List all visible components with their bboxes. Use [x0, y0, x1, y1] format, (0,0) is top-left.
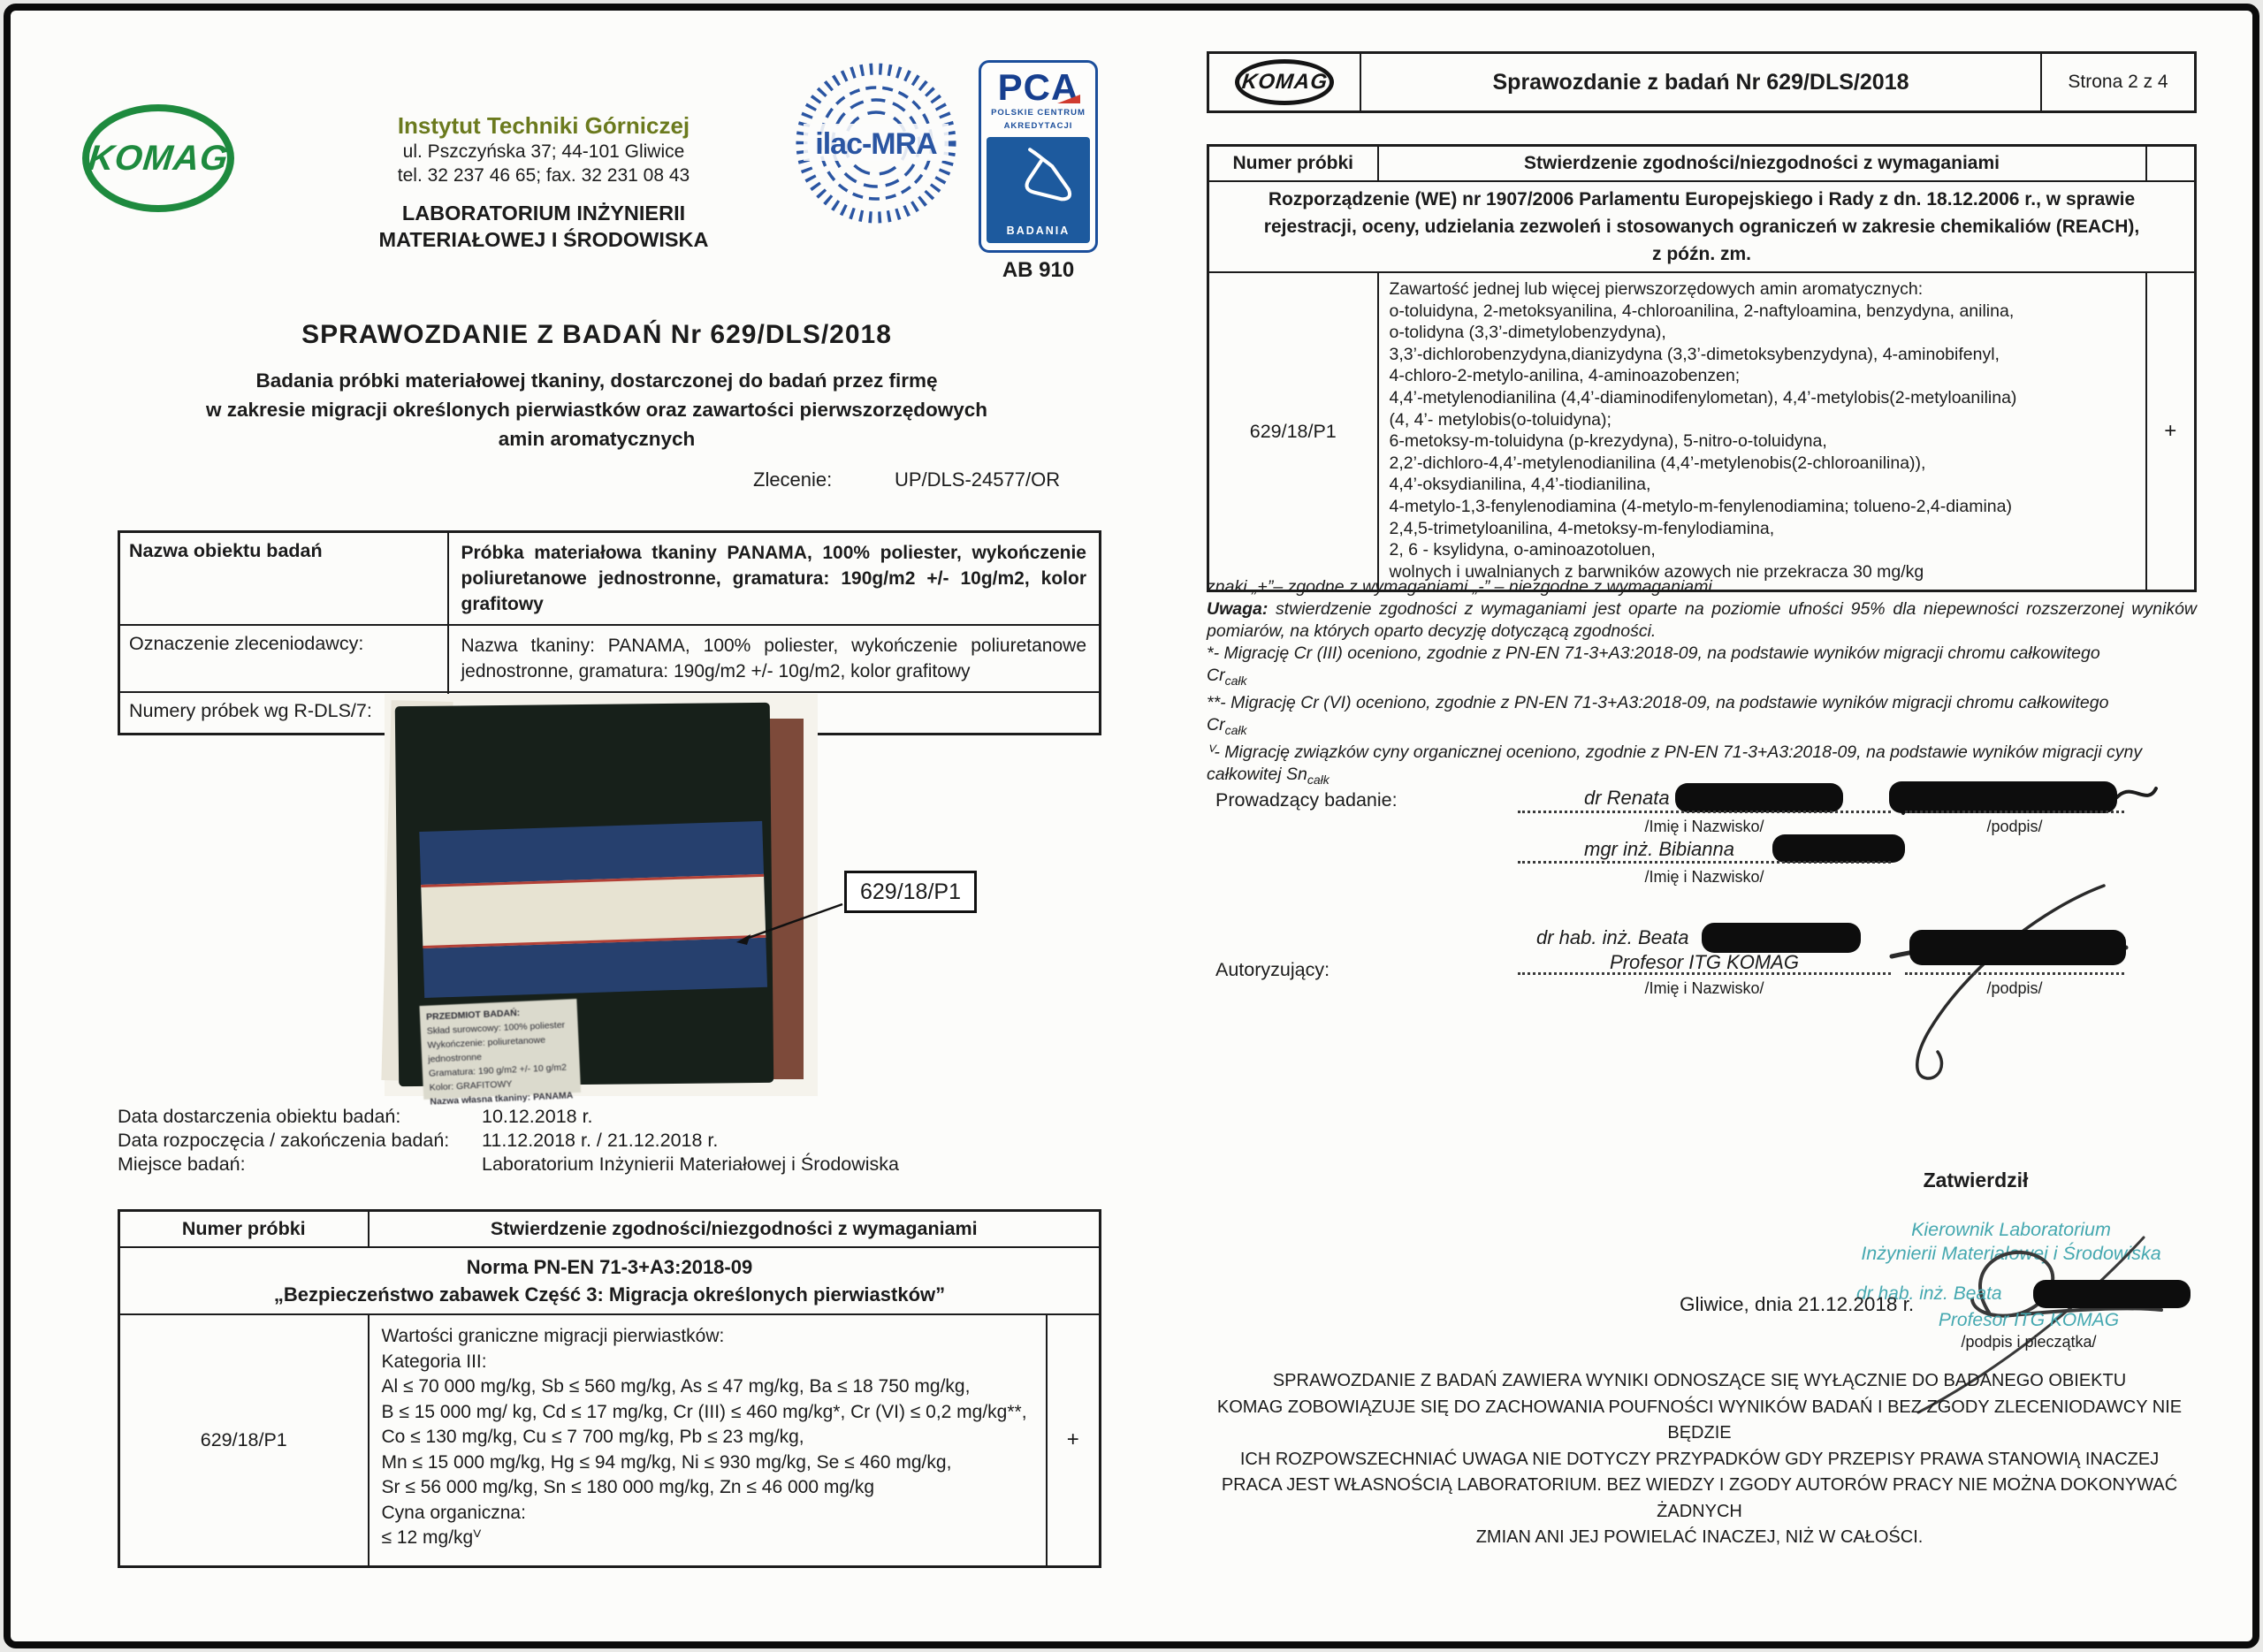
- pca-badge: [979, 60, 1098, 283]
- reach-regulation-header: [1208, 181, 2196, 272]
- norm-line-1: Norma PN-EN 71-3+A3:2018-09: [466, 1256, 753, 1278]
- norm-header: [119, 1247, 1101, 1314]
- ilac-mra-label: ilac-MRA: [815, 127, 937, 161]
- report-title: SPRAWOZDANIE Z BADAŃ Nr 629/DLS/2018: [301, 320, 892, 349]
- institute-header: [340, 111, 747, 253]
- limits-line: Mn ≤ 15 000 mg/kg, Hg ≤ 94 mg/kg, Ni ≤ 930 mg/kg, Se ≤ 460 mg/kg,: [381, 1451, 952, 1473]
- order-label: Zlecenie:: [753, 468, 833, 491]
- redaction-bar: [1772, 834, 1905, 863]
- table-row: [1208, 146, 2196, 182]
- calk-subscript: całk: [1224, 722, 1247, 737]
- institute-name: Instytut Techniki Górniczej: [397, 112, 690, 139]
- disclaimer-line: SPRAWOZDANIE Z BADAŃ ZAWIERA WYNIKI ODNOSZĄCE SIĘ WYŁĄCZNIE DO BADANEGO OBIEKTU: [1272, 1371, 2127, 1390]
- limits-line: Sr ≤ 56 000 mg/kg, Sn ≤ 180 000 mg/kg, Zn ≤ 46 000 mg/kg: [381, 1477, 875, 1497]
- stamp-line-1: Kierownik Laboratorium: [1911, 1219, 2111, 1240]
- page2-logo-cell: [1209, 54, 1361, 110]
- limits-line: Co ≤ 130 mg/kg, Cu ≤ 7 700 mg/kg, Pb ≤ 23 mg/kg,: [381, 1427, 804, 1447]
- sample-label: [420, 999, 582, 1108]
- redaction-bar: [1889, 781, 2117, 813]
- signature-line: [1905, 811, 2124, 813]
- info-value-client-designation: Nazwa tkaniny: PANAMA, 100% poliester, wykończenie poliuretanowe jednostronne, gramatura: 190g/m2 +/- 10g/m2, kolor grafitowy: [448, 625, 1101, 692]
- notes-block: [1207, 576, 2197, 791]
- column-header-sample: Numer próbki: [1208, 146, 1378, 182]
- page-number: Strona 2 z 4: [2068, 72, 2168, 92]
- column-header-result: [2146, 146, 2196, 182]
- limits-line: Cyna organiczna:: [381, 1502, 526, 1523]
- city-date: Gliwice, dnia 21.12.2018 r.: [1680, 1293, 1915, 1315]
- column-header-statement: Stwierdzenie zgodności/niezgodności z wymaganiami: [1378, 146, 2146, 182]
- signature-line: [1518, 861, 1891, 864]
- table-row: [119, 625, 1101, 692]
- fabric-sample: [395, 703, 773, 1108]
- name-caption: /Imię i Nazwisko/: [1644, 868, 1764, 886]
- limits-line: ≤ 12 mg/kgⱽ: [381, 1527, 482, 1548]
- lab-name-line2: MATERIAŁOWEJ I ŚRODOWISKA: [378, 228, 709, 251]
- info-label-object: Nazwa obiektu badań: [119, 532, 448, 626]
- lead-investigator-name: dr Renata: [1584, 787, 1670, 809]
- sample-number-cell: 629/18/P1: [119, 1314, 369, 1566]
- institute-address: ul. Pszczyńska 37; 44-101 Gliwice: [402, 141, 685, 162]
- authorizer-title: Profesor ITG KOMAG: [1610, 951, 1799, 973]
- column-header-sample: Numer próbki: [119, 1211, 369, 1248]
- sample-label-line: Gramatura: 190 g/m2 +/- 10 g/m2: [428, 1062, 568, 1079]
- limits-cell: [369, 1314, 1047, 1566]
- limits-line: Kategoria III:: [381, 1351, 487, 1372]
- info-label-sample-numbers: Numery próbek wg R-DLS/7:: [119, 692, 448, 735]
- pca-subtitle-1: POLSKIE CENTRUM: [991, 108, 1086, 118]
- sample-label-title: PRZEDMIOT BADAŃ:: [425, 1007, 521, 1023]
- sample-label-line: Nazwa własna tkaniny: PANAMA: [430, 1090, 574, 1108]
- page2-report-title: Sprawozdanie z badań Nr 629/DLS/2018: [1361, 54, 2042, 110]
- pca-badania-label: BADANIA: [1006, 225, 1071, 237]
- disclaimer-line: KOMAG ZOBOWIĄZUJE SIĘ DO ZACHOWANIA POUFNOŚCI WYNIKÓW BADAŃ I BEZ ZGODY ZLECENIODAWCY NIE BĘDZIE: [1216, 1397, 2183, 1443]
- komag-logo-small: [1235, 59, 1334, 105]
- date-delivery-label: Data dostarczenia obiektu badań:: [118, 1106, 401, 1127]
- footnote-tin-text: ⱽ- Migrację związków cyny organicznej oceniono, zgodnie z PN-EN 71-3+A3:2018-09, na podstawie wyników migracji cyny całkowitej: [1207, 742, 2143, 784]
- ilac-mra-stamp: [793, 60, 959, 226]
- reach-line-1: Rozporządzenie (WE) nr 1907/2006 Parlamentu Europejskiego i Rady z dn. 18.12.2006 r., w sprawie: [1268, 189, 2136, 209]
- sample-label-line: Skład surowcowy: 100% poliester: [426, 1019, 566, 1037]
- amine-line: 4,4’-oksydianilina, 4,4’-tiodianilina,: [1389, 475, 1651, 495]
- disclaimer-line: ICH ROZPOWSZECHNIAĆ UWAGA NIE DOTYCZY PRZYPADKÓW GDY PRZEPISY PRAWA STANOWIĄ INACZEJ: [1239, 1449, 2160, 1469]
- subtitle-line-2: w zakresie migracji określonych pierwiastków oraz zawartości pierwszorzędowych: [205, 399, 988, 421]
- cr-symbol: Cr: [1207, 666, 1225, 685]
- confidence-note: [1207, 598, 2197, 643]
- fabric-white-stripe: [421, 874, 766, 948]
- callout-arrow: [729, 897, 849, 952]
- date-start-end-value: 11.12.2018 r. / 21.12.2018 r.: [482, 1130, 719, 1151]
- amine-line: o-tolidyna (3,3’-dimetylobenzydyna),: [1389, 323, 1666, 343]
- page2-header: [1207, 51, 2197, 113]
- subtitle-line-3: amin aromatycznych: [498, 428, 696, 450]
- amine-line: 4-metylo-1,3-fenylenodiamina (4-metylo-m-fenylenodiamina; tolueno-2,4-diamina): [1389, 496, 2012, 516]
- calk-subscript: całk: [1307, 772, 1330, 787]
- authorizer-name: dr hab. inż. Beata: [1536, 926, 1689, 948]
- komag-logo-text: KOMAG: [86, 138, 231, 178]
- lab-name-line1: LABORATORIUM INŻYNIERII: [401, 202, 686, 225]
- stamp-line-2: Inżynierii Materiałowej i Środowiska: [1861, 1243, 2161, 1264]
- sn-symbol: Sn: [1285, 764, 1307, 784]
- amine-line: 2,2’-dichloro-4,4’-metylenodianilina (4,4’-metylenobis(2-chloroanilina)),: [1389, 453, 1926, 473]
- pca-logo-text: PCA: [997, 66, 1079, 108]
- result-symbol: +: [2146, 272, 2196, 591]
- table-row: [1208, 272, 2196, 591]
- signature-line: [1518, 972, 1891, 975]
- compliance-table-p1: [118, 1209, 1101, 1568]
- report-page-2: [1207, 0, 2201, 1652]
- compliance-table-p2: [1207, 144, 2197, 592]
- amines-cell: [1378, 272, 2146, 591]
- reach-line-3: z późn. zm.: [1652, 244, 1751, 264]
- column-header-statement: Stwierdzenie zgodności/niezgodności z wymaganiami: [369, 1211, 1101, 1248]
- table-row: [1208, 181, 2196, 272]
- pca-logo: [997, 66, 1079, 108]
- authorizer-label: Autoryzujący:: [1215, 959, 1330, 980]
- amine-line: wolnych i uwalnianych z barwników azowych nie przekracza 30 mg/kg: [1389, 561, 1924, 582]
- test-place-label: Miejsce badań:: [118, 1153, 246, 1175]
- limits-line: Wartości graniczne migracji pierwiastków:: [381, 1326, 725, 1346]
- result-symbol: +: [1047, 1314, 1101, 1566]
- signature-caption: /podpis/: [1986, 818, 2043, 835]
- footnote-cr6-text: **- Migrację Cr (VI) oceniono, zgodnie z PN-EN 71-3+A3:2018-09, na podstawie wyników migracji chromu całkowitego: [1207, 692, 2109, 712]
- table-row: [119, 1314, 1101, 1566]
- uwaga-text: stwierdzenie zgodności z wymaganiami jest oparte na poziomie ufności 95% dla niepewności rozszerzonej wyników pomiarów, na których oparto decyzję dotyczącą zgodności.: [1207, 599, 2197, 641]
- footnote-cr3: [1207, 643, 2197, 692]
- komag-logo: [82, 104, 234, 212]
- sample-number-cell: 629/18/P1: [1208, 272, 1378, 591]
- subtitle-line-1: Badania próbki materiałowej tkaniny, dostarczonej do badań przez firmę: [255, 369, 938, 392]
- limits-line: Al ≤ 70 000 mg/kg, Sb ≤ 560 mg/kg, As ≤ 47 mg/kg, Ba ≤ 18 750 mg/kg,: [381, 1376, 971, 1397]
- date-delivery-value: 10.12.2018 r.: [482, 1106, 593, 1127]
- signature-line: [1905, 972, 2124, 975]
- amine-line: 4-chloro-2-metylo-anilina, 4-aminoazobenzen;: [1389, 366, 1741, 386]
- pca-panel: [987, 137, 1090, 243]
- lead-investigator-label: Prowadzący badanie:: [1215, 789, 1398, 811]
- report-subtitle: [75, 366, 1118, 453]
- amine-line: 2, 6 - ksylidyna, o-aminoazotoluen,: [1389, 540, 1656, 560]
- redaction-bar: [2033, 1280, 2191, 1308]
- disclaimer-line: PRACA JEST WŁASNOŚCIĄ LABORATORIUM. BEZ WIEDZY I ZGODY AUTORÓW PRACY NIE MOŻNA DOKONYWAĆ ŻADNYCH: [1221, 1475, 2178, 1521]
- signature-line: [1518, 811, 1891, 813]
- footnote-cr3-text: *- Migrację Cr (III) oceniono, zgodnie z PN-EN 71-3+A3:2018-09, na podstawie wyników migracji chromu całkowitego: [1207, 643, 2100, 663]
- amine-line: 6-metoksy-m-toluidyna (p-krezydyna), 5-nitro-o-toluidyna,: [1389, 431, 1827, 452]
- sample-callout: 629/18/P1: [844, 871, 977, 913]
- sample-label-line: Wykończenie: poliuretanowe jednostronne: [427, 1034, 546, 1065]
- norm-line-2: „Bezpieczeństwo zabawek Część 3: Migracja określonych pierwiastków”: [273, 1283, 946, 1306]
- test-place-value: Laboratorium Inżynierii Materiałowej i Środowiska: [482, 1153, 900, 1175]
- sample-label-line: Kolor: GRAFITOWY: [429, 1078, 513, 1093]
- amine-line: Zawartość jednej lub więcej pierwszorzędowych amin aromatycznych:: [1389, 279, 1924, 299]
- sample-photo: [385, 694, 818, 1108]
- second-investigator-name: mgr inż. Bibianna: [1584, 838, 1734, 860]
- table-row: [119, 1247, 1101, 1314]
- info-value-object: Próbka materiałowa tkaniny PANAMA, 100% poliester, wykończenie poliuretanowe jednostronne, gramatura: 190g/m2 +/- 10g/m2, kolor grafitowy: [448, 532, 1101, 626]
- pca-subtitle-2: AKREDYTACJI: [1003, 121, 1073, 131]
- disclaimer-line: ZMIAN ANI JEJ POWIELAĆ INACZEJ, NIŻ W CAŁOŚCI.: [1475, 1527, 1924, 1547]
- info-label-client-designation: Oznaczenie zleceniodawcy:: [119, 625, 448, 692]
- order-number: UP/DLS-24577/OR: [895, 468, 1061, 491]
- pca-red-accent: [1057, 95, 1080, 103]
- uwaga-label: Uwaga:: [1207, 599, 1269, 619]
- limits-line: B ≤ 15 000 mg/ kg, Cd ≤ 17 mg/kg, Cr (III) ≤ 460 mg/kg*, Cr (VI) ≤ 0,2 mg/kg**,: [381, 1401, 1027, 1422]
- pca-accreditation-number: AB 910: [1002, 258, 1075, 282]
- amine-line: o-toluidyna, 2-metoksyanilina, 4-chloroanilina, 2-naftyloamina, benzydyna, anilina,: [1389, 301, 2015, 321]
- stamp-approver-name: dr hab. inż. Beata: [1856, 1283, 2002, 1304]
- name-caption: /Imię i Nazwisko/: [1644, 979, 1764, 997]
- redaction-bar: [1675, 783, 1843, 812]
- redaction-bar: [1909, 930, 2126, 965]
- amine-line: (4, 4’- metylobis(o-toluidyna);: [1389, 409, 1612, 430]
- signs-legend: znaki „+”– zgodne z wymaganiami „-” – niezgodne z wymaganiami: [1207, 577, 1712, 597]
- name-caption: /Imię i Nazwisko/: [1644, 818, 1764, 835]
- footnote-cr6: [1207, 692, 2197, 742]
- amine-line: 4,4’-metylenodianilina (4,4’-diaminodifenylometan), 4,4’-metylobis(2-metyloanilina): [1389, 387, 2017, 407]
- date-start-end-label: Data rozpoczęcia / zakończenia badań:: [118, 1130, 450, 1151]
- redaction-bar: [1702, 923, 1861, 953]
- calk-subscript: całk: [1224, 673, 1247, 688]
- amine-line: 3,3’-dichlorobenzydyna,dianizydyna (3,3’-dimetoksybenzydyna), 4-aminobifenyl,: [1389, 344, 2000, 364]
- disclaimer: [1207, 1368, 2192, 1551]
- stamp-caption: /podpis i pieczątka/: [1961, 1333, 2097, 1351]
- fabric-stripe-band: [419, 821, 767, 998]
- amine-line: 2,4,5-trimetyloanilina, 4-metoksy-m-fenylodiamina,: [1389, 518, 1775, 538]
- reach-line-2: rejestracji, oceny, udzielania zezwoleń i stosowanych ograniczeń w zakresie chemikaliów (REACH),: [1263, 217, 2140, 237]
- stamp-approver-title: Profesor ITG KOMAG: [1938, 1310, 2120, 1330]
- table-row: [119, 1211, 1101, 1248]
- institute-phone: tel. 32 237 46 65; fax. 32 231 08 43: [397, 165, 690, 186]
- report-page-1: [75, 35, 1118, 1626]
- komag-logo-small-text: KOMAG: [1240, 70, 1329, 94]
- flask-icon: [987, 144, 1090, 213]
- table-row: [119, 532, 1101, 626]
- signature-caption: /podpis/: [1986, 979, 2043, 997]
- approved-label: Zatwierdził: [1923, 1169, 2029, 1191]
- cr-symbol: Cr: [1207, 714, 1225, 735]
